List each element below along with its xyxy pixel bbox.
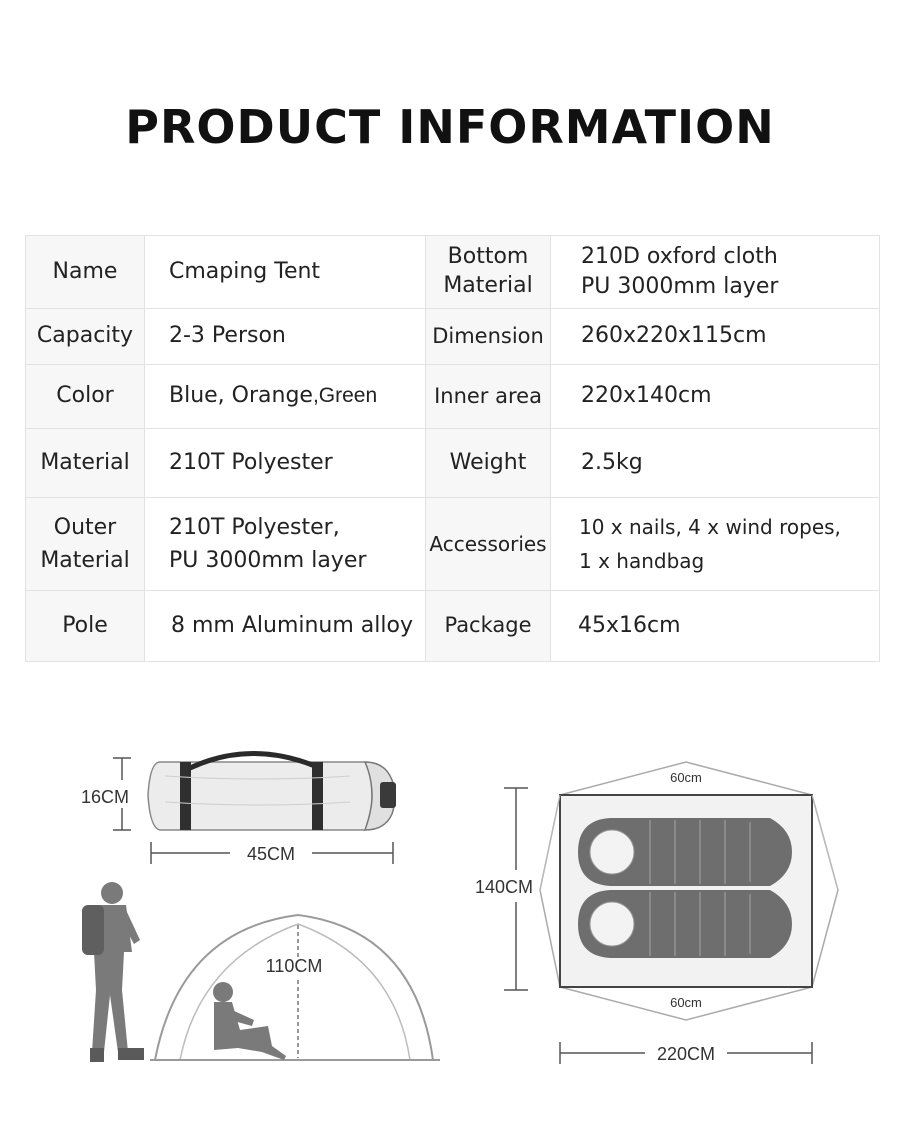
color-label: Color [26, 365, 145, 429]
floor-length-label: 220CM [656, 1044, 716, 1064]
weight-label: Weight [426, 429, 551, 498]
outer-label-line1: Outer [53, 515, 117, 540]
color-value-main: Blue, Orange [169, 383, 313, 409]
packed-bag-illustration [81, 753, 396, 864]
pole-value: 8 mm Aluminum alloy [145, 591, 426, 662]
weight-value: 2.5kg [551, 429, 880, 498]
bag-length-label: 45CM [246, 844, 296, 864]
capacity-value: 2-3 Person [145, 309, 426, 365]
bottom-value-line1: 210D oxford cloth [581, 244, 778, 270]
material-label: Material [26, 429, 145, 498]
accessories-label: Accessories [426, 498, 551, 591]
accessories-value [551, 498, 880, 591]
outer-material-value [145, 498, 426, 591]
inner-area-label: Inner area [426, 365, 551, 429]
bottom-value-line2: PU 3000mm layer [581, 274, 779, 299]
table-row [26, 429, 880, 498]
page-title: PRODUCT INFORMATION [125, 100, 775, 154]
name-value: Cmaping Tent [145, 236, 426, 309]
pole-label: Pole [26, 591, 145, 662]
package-value: 45x16cm [551, 591, 880, 662]
vestibule-bottom-label: 60cm [670, 995, 702, 1010]
vestibule-top-label: 60cm [670, 770, 702, 785]
name-label: Name [26, 236, 145, 309]
bottom-label-line1: Bottom [447, 244, 529, 270]
inner-area-value: 220x140cm [551, 365, 880, 429]
tent-height-label: 110CM [265, 956, 323, 976]
accessories-line1: 10 x nails, 4 x wind ropes, [579, 515, 841, 539]
hiker-figure [82, 882, 144, 1062]
table-row [26, 365, 880, 429]
package-label: Package [426, 591, 551, 662]
table-row [26, 591, 880, 662]
accessories-line2: 1 x handbag [579, 549, 705, 573]
floor-width-label: 140CM [474, 877, 534, 897]
dimension-label: Dimension [426, 309, 551, 365]
sleeping-bag-illustration [578, 890, 792, 958]
bottom-label-line2: Material [443, 273, 533, 298]
tent-side-illustration [82, 882, 440, 1062]
capacity-label: Capacity [26, 309, 145, 365]
bottom-material-value [551, 236, 880, 309]
table-row [26, 498, 880, 591]
outer-value-line1: 210T Polyester, [169, 515, 340, 540]
sleeping-bag-illustration [578, 818, 792, 886]
bag-height-label: 16CM [80, 787, 130, 807]
material-value: 210T Polyester [145, 429, 426, 498]
sitting-person-figure [213, 982, 286, 1060]
outer-material-label [26, 498, 145, 591]
bottom-material-label [426, 236, 551, 309]
dimension-value: 260x220x115cm [551, 309, 880, 365]
color-value [145, 365, 426, 429]
outer-label-line2: Material [40, 548, 130, 573]
outer-value-line2: PU 3000mm layer [169, 548, 367, 573]
tent-floor-plan [475, 762, 838, 1064]
color-value-extra: ,Green [312, 384, 378, 408]
dimension-diagrams [0, 690, 900, 1127]
table-row [26, 309, 880, 365]
spec-table [25, 235, 880, 662]
table-row [26, 236, 880, 309]
